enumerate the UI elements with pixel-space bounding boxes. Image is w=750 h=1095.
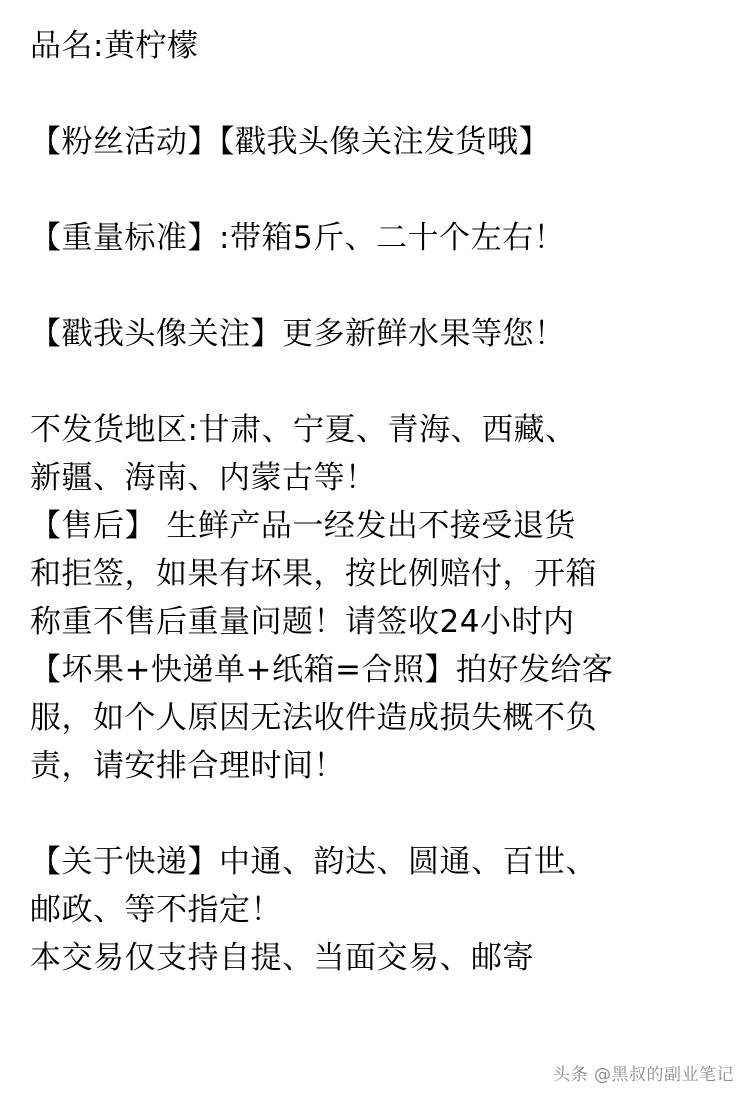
text-line-product-name: 品名:黄柠檬 (30, 28, 199, 64)
spacer-4 (30, 358, 724, 406)
spacer-5 (30, 790, 724, 838)
text-line-weight-standard: 【重量标准】:带箱5斤、二十个左右！ (30, 220, 566, 256)
text-line-after-sale-3: 称重不售后重量问题！请签收24小时内 (30, 604, 575, 640)
spacer-2 (30, 166, 724, 214)
text-line-claim-2: 服，如个人原因无法收件造成损失概不负 (30, 700, 597, 736)
text-line-after-sale-2: 和拒签，如果有坏果，按比例赔付，开箱 (30, 556, 597, 592)
text-line-no-ship-area-1: 不发货地区:甘肃、宁夏、青海、西藏、 (30, 412, 577, 448)
text-line-no-ship-area-2: 新疆、海南、内蒙古等！ (30, 460, 377, 496)
spacer-3 (30, 262, 724, 310)
text-line-follow-me: 【戳我头像关注】更多新鲜水果等您！ (30, 316, 566, 352)
text-line-after-sale-1: 【售后】 生鲜产品一经发出不接受退货 (30, 508, 576, 544)
text-line-express-1: 【关于快递】中通、韵达、圆通、百世、 (30, 844, 597, 880)
text-line-trade-note: 本交易仅支持自提、当面交易、邮寄 (30, 940, 534, 976)
watermark: 头条 @黑叔的副业笔记 (553, 1065, 734, 1085)
text-line-claim-1: 【坏果+快递单+纸箱=合照】拍好发给客 (30, 652, 614, 688)
text-line-fan-activity: 【粉丝活动】【戳我头像关注发货哦】 (30, 124, 550, 160)
text-line-express-2: 邮政、等不指定！ (30, 892, 282, 928)
spacer-1 (30, 70, 724, 118)
text-line-claim-3: 责，请安排合理时间！ (30, 748, 345, 784)
